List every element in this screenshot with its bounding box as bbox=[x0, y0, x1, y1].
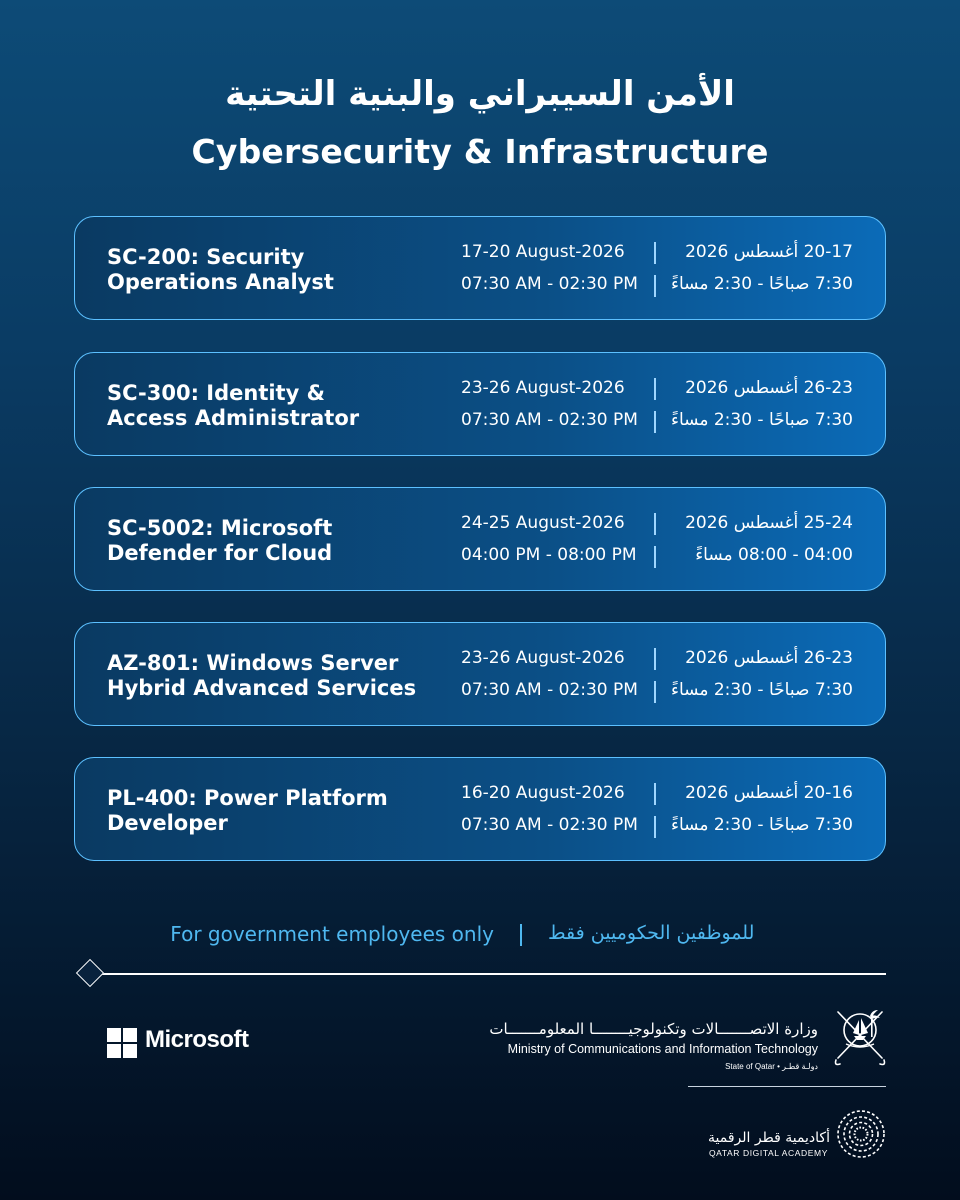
diamond-icon bbox=[76, 959, 104, 987]
course-date-en: 24-25 August-2026 bbox=[461, 513, 625, 533]
course-title bbox=[107, 516, 437, 566]
course-title-line2: Access Administrator bbox=[107, 406, 360, 430]
course-card bbox=[74, 352, 886, 456]
footer-separator bbox=[688, 1086, 886, 1087]
course-date-ar: 26-23 أغسطس 2026 bbox=[685, 648, 853, 668]
course-time-ar: 7:30 صباحًا - 2:30 مساءً bbox=[670, 815, 853, 835]
microsoft-wordmark: Microsoft bbox=[145, 1026, 249, 1053]
course-title-line1: SC-300: Identity & bbox=[107, 381, 325, 405]
academy-name-english: QATAR DIGITAL ACADEMY bbox=[708, 1148, 828, 1158]
course-time-en: 07:30 AM - 02:30 PM bbox=[461, 274, 638, 294]
divider bbox=[654, 378, 656, 400]
course-date-en: 16-20 August-2026 bbox=[461, 783, 625, 803]
divider bbox=[654, 242, 656, 264]
course-title-line1: PL-400: Power Platform bbox=[107, 786, 388, 810]
course-card bbox=[74, 622, 886, 726]
qatar-emblem-icon bbox=[832, 1000, 888, 1072]
course-title-line2: Hybrid Advanced Services bbox=[107, 676, 417, 700]
course-title-line1: AZ-801: Windows Server bbox=[107, 651, 399, 675]
divider bbox=[654, 681, 656, 703]
course-time-ar: 7:30 صباحًا - 2:30 مساءً bbox=[670, 410, 853, 430]
course-date-ar: 25-24 أغسطس 2026 bbox=[685, 513, 853, 533]
course-time-ar: 04:00 - 08:00 مساءً bbox=[695, 545, 853, 565]
course-title-line2: Operations Analyst bbox=[107, 270, 334, 294]
notice-arabic: للموظفين الحكوميين فقط bbox=[548, 922, 755, 944]
page-title-english: Cybersecurity & Infrastructure bbox=[191, 132, 769, 171]
ministry-name-english: Ministry of Communications and Information Technology bbox=[507, 1042, 818, 1056]
course-title-line2: Developer bbox=[107, 811, 228, 835]
state-of-qatar-label: State of Qatar • دولـة قطـر bbox=[725, 1062, 818, 1071]
course-date-ar: 20-16 أغسطس 2026 bbox=[685, 783, 853, 803]
course-card bbox=[74, 757, 886, 861]
course-time-en: 07:30 AM - 02:30 PM bbox=[461, 815, 638, 835]
divider bbox=[654, 783, 656, 805]
course-title bbox=[107, 381, 437, 431]
course-date-en: 23-26 August-2026 bbox=[461, 378, 625, 398]
course-date-en: 23-26 August-2026 bbox=[461, 648, 625, 668]
divider bbox=[654, 513, 656, 535]
course-title-line1: SC-200: Security bbox=[107, 245, 305, 269]
page-title-arabic: الأمن السيبراني والبنية التحتية bbox=[225, 74, 735, 114]
divider bbox=[654, 411, 656, 433]
notice-english: For government employees only bbox=[170, 922, 494, 946]
course-time-en: 07:30 AM - 02:30 PM bbox=[461, 680, 638, 700]
course-card bbox=[74, 487, 886, 591]
course-title bbox=[107, 786, 437, 836]
ministry-name-arabic: وزارة الاتصـــــــالات وتكنولوجيــــــــا المعلومـــــــات bbox=[489, 1020, 818, 1038]
divider bbox=[654, 648, 656, 670]
course-time-ar: 7:30 صباحًا - 2:30 مساءً bbox=[670, 680, 853, 700]
footer-rule bbox=[96, 973, 886, 975]
notice-divider bbox=[520, 924, 522, 946]
microsoft-logo-icon bbox=[107, 1028, 137, 1058]
divider bbox=[654, 275, 656, 297]
course-time-ar: 7:30 صباحًا - 2:30 مساءً bbox=[670, 274, 853, 294]
qda-logo-icon bbox=[835, 1108, 887, 1160]
course-date-en: 17-20 August-2026 bbox=[461, 242, 625, 262]
course-date-ar: 26-23 أغسطس 2026 bbox=[685, 378, 853, 398]
course-time-en: 04:00 PM - 08:00 PM bbox=[461, 545, 637, 565]
course-title-line2: Defender for Cloud bbox=[107, 541, 333, 565]
course-title-line1: SC-5002: Microsoft bbox=[107, 516, 333, 540]
course-date-ar: 20-17 أغسطس 2026 bbox=[685, 242, 853, 262]
divider bbox=[654, 816, 656, 838]
eligibility-notice bbox=[0, 922, 960, 950]
divider bbox=[654, 546, 656, 568]
course-card bbox=[74, 216, 886, 320]
academy-name-arabic: أكاديمية قطر الرقمية bbox=[708, 1130, 830, 1146]
course-title bbox=[107, 651, 437, 701]
course-title bbox=[107, 245, 437, 295]
course-time-en: 07:30 AM - 02:30 PM bbox=[461, 410, 638, 430]
